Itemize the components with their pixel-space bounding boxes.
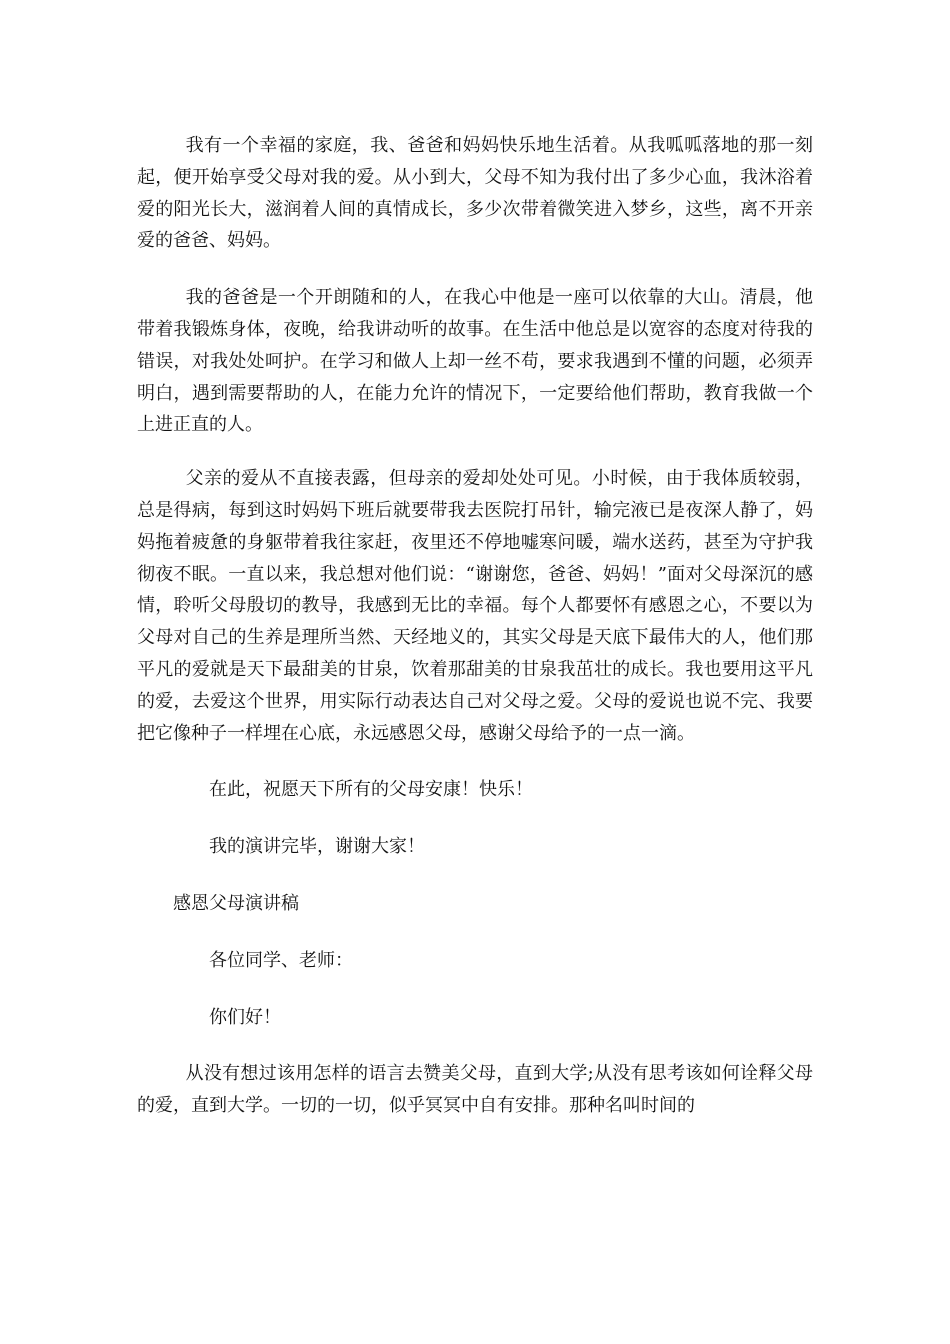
greeting: 你们好！: [209, 1006, 281, 1028]
paragraph-happy-family: 我有一个幸福的家庭，我、爸爸和妈妈快乐地生活着。从我呱呱落地的那一刻起，便开始享受父母对我的爱。从小到大，父母不知为我付出了多少心血，我沐浴着爱的阳光长大，滋润着人间的真情成长，多少次带着微笑进入梦乡，这些，离不开亲爱的爸爸、妈妈。: [137, 135, 813, 252]
paragraph-wishes: 在此，祝愿天下所有的父母安康！快乐！: [209, 779, 533, 801]
paragraph-final: 从没有想过该用怎样的语言去赞美父母，直到大学;从没有思考该如何诠释父母的爱，直到大学。一切的一切，似乎冥冥中自有安排。那种名叫时间的: [137, 1063, 813, 1117]
salutation: 各位同学、老师：: [209, 949, 353, 971]
section-title: 感恩父母演讲稿: [173, 892, 299, 914]
paragraph-mother: 父亲的爱从不直接表露，但母亲的爱却处处可见。小时候，由于我体质较弱，总是得病，每到这时妈妈下班后就要带我去医院打吊针，输完液已是夜深人静了，妈妈拖着疲惫的身躯带着我往家赶，夜里还不停地嘘寒问暖，端水送药，甚至为守护我彻夜不眠。一直以来，我总想对他们说：“谢谢您，爸爸、妈妈！”面对父母深沉的感情，聆听父母殷切的教导，我感到无比的幸福。每个人都要怀有感恩之心，不要以为父母对自己的生养是理所当然、天经地义的，其实父母是天底下最伟大的人，他们那平凡的爱就是天下最甜美的甘泉，饮着那甜美的甘泉我茁壮的成长。我也要用这平凡的爱，去爱这个世界，用实际行动表达自己对父母之爱。父母的爱说也说不完、我要把它像种子一样埋在心底，永远感恩父母，感谢父母给予的一点一滴。: [137, 468, 813, 744]
paragraph-father: 我的爸爸是一个开朗随和的人，在我心中他是一座可以依靠的大山。清晨，他带着我锻炼身体，夜晚，给我讲动听的故事。在生活中他总是以宽容的态度对待我的错误，对我处处呵护。在学习和做人上却一丝不苟，要求我遇到不懂的问题，必须弄明白，遇到需要帮助的人，在能力允许的情况下，一定要给他们帮助，教育我做一个上进正直的人。: [137, 287, 813, 436]
paragraph-closing: 我的演讲完毕，谢谢大家！: [209, 836, 425, 858]
document-body: [137, 130, 813, 1122]
